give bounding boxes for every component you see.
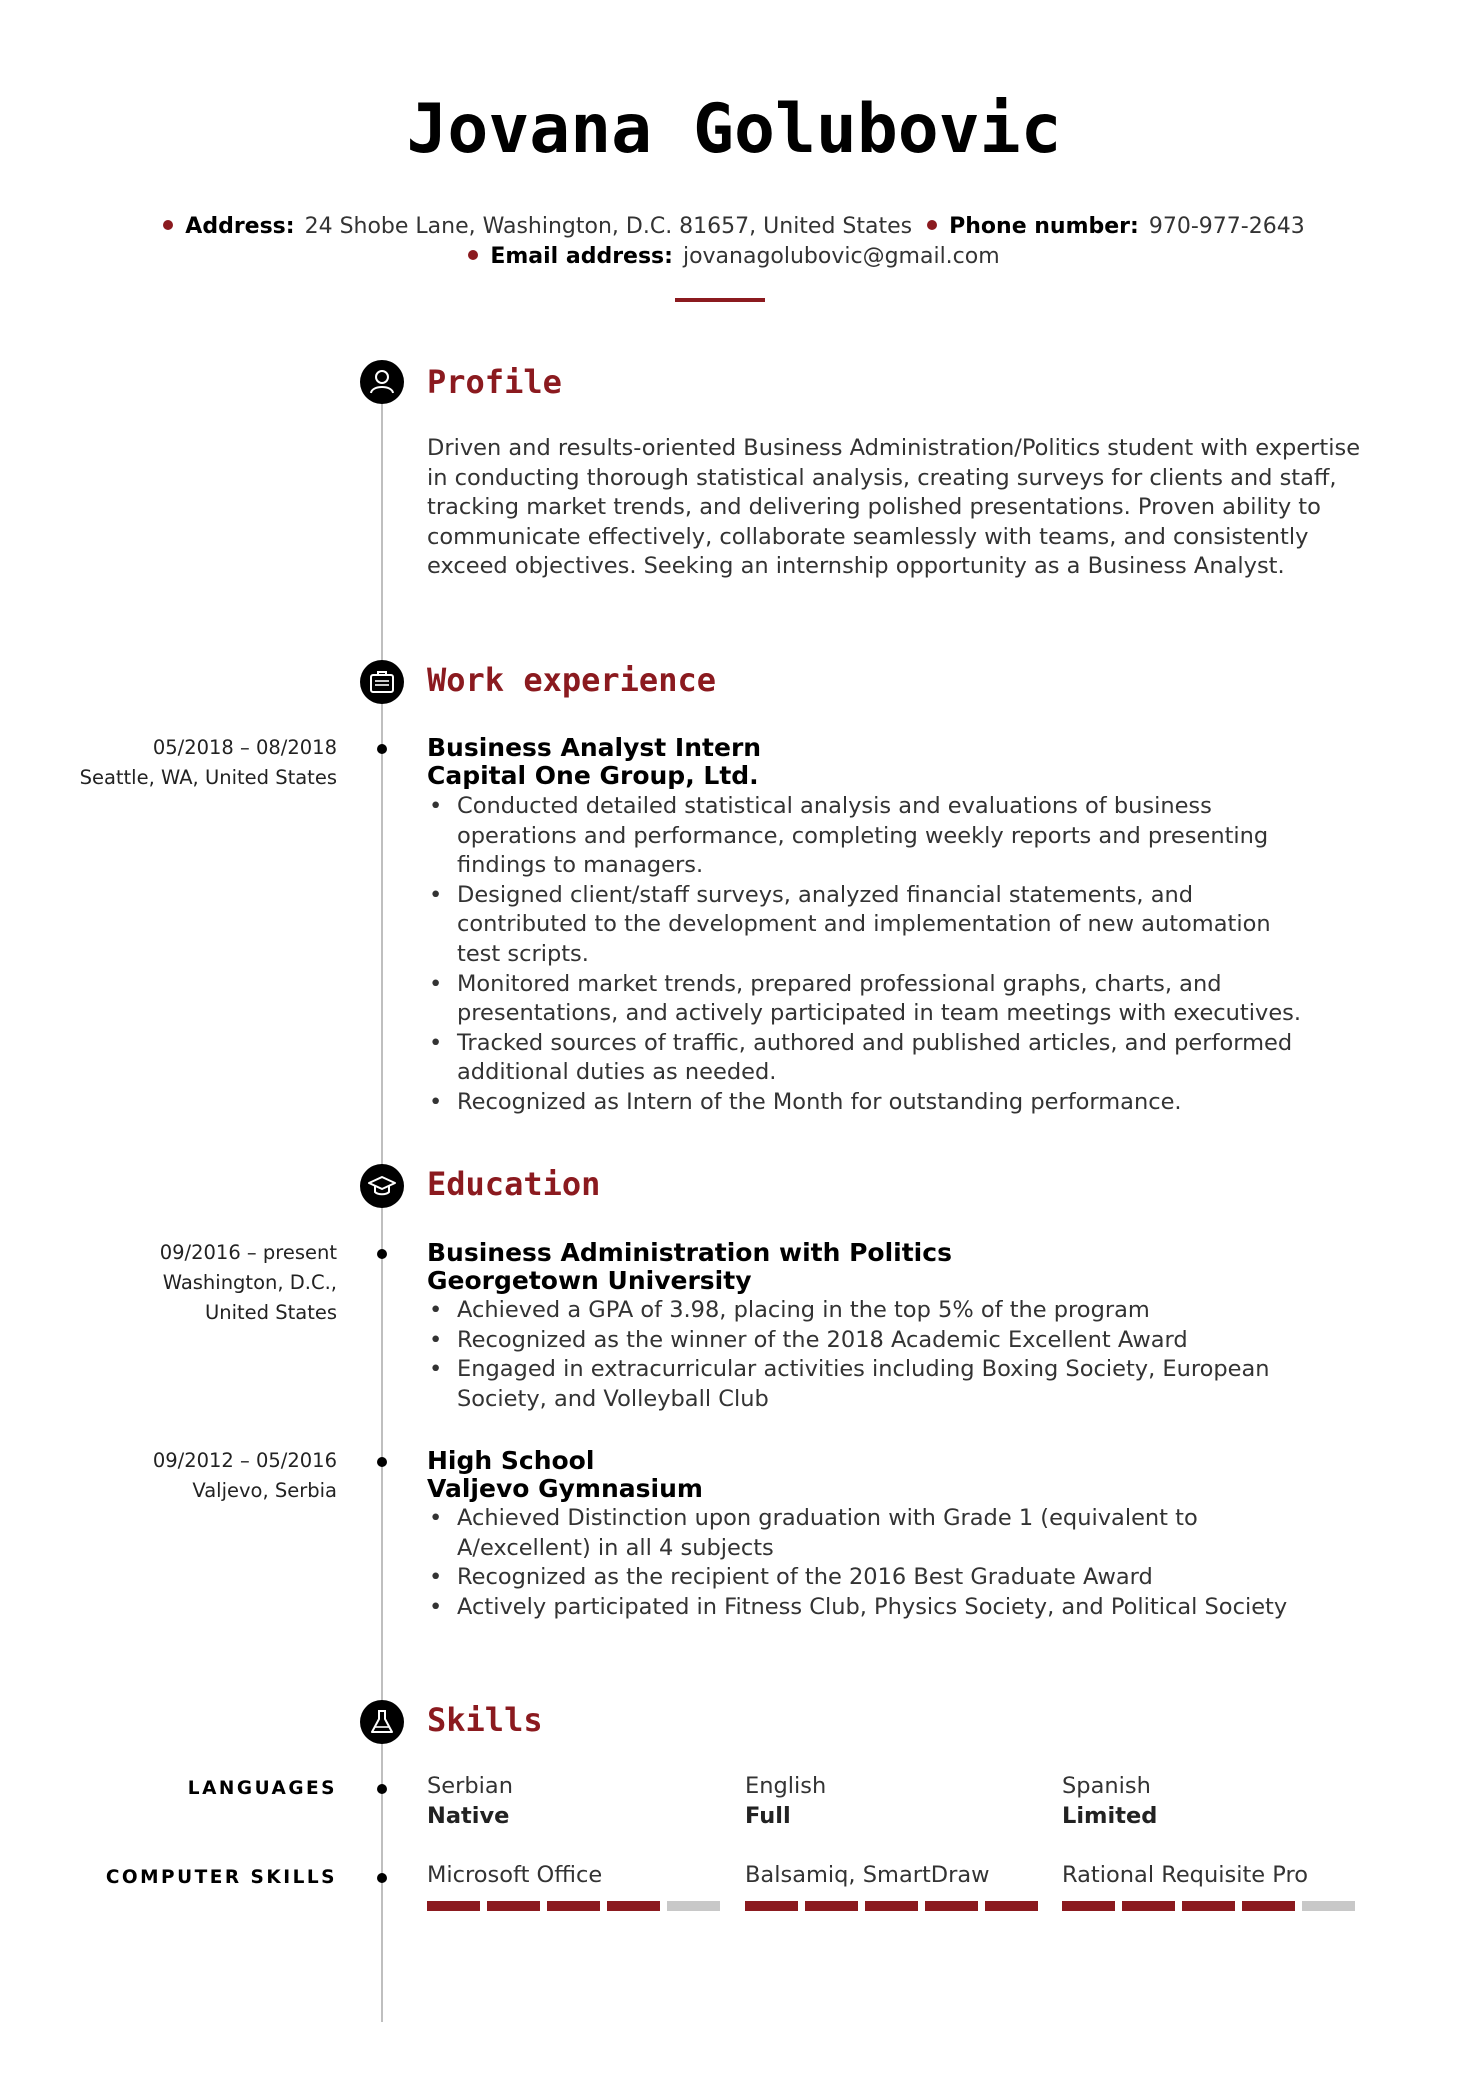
language-level: Limited [1062, 1802, 1158, 1829]
language-name: Spanish [1062, 1773, 1151, 1799]
job-dates: 05/2018 – 08/2018 [152, 736, 337, 759]
skill-rating-bar [427, 1901, 720, 1911]
bullet-dot-icon [468, 250, 478, 260]
rating-segment [1122, 1901, 1175, 1911]
rating-segment [985, 1901, 1038, 1911]
language-item [427, 1772, 513, 1831]
resume-name: Jovana Golubovic [406, 90, 1062, 169]
edu-bullets [427, 1504, 1307, 1622]
language-level: Full [745, 1802, 791, 1829]
timeline-dot [377, 1784, 387, 1794]
timeline-dot [377, 1457, 387, 1467]
person-icon [360, 360, 404, 404]
edu-dates: 09/2016 – present [159, 1241, 337, 1264]
section-title-profile: Profile [427, 363, 562, 401]
language-item [745, 1772, 826, 1831]
computer-skill-name: Rational Requisite Pro [1062, 1862, 1308, 1888]
computer-skills-label: COMPUTER SKILLS [105, 1867, 337, 1888]
computer-skill-name: Microsoft Office [427, 1862, 603, 1888]
list-item: • Recognized as Intern of the Month for outstanding performance. [427, 1088, 1307, 1118]
rating-segment [547, 1901, 600, 1911]
rating-segment [1062, 1901, 1115, 1911]
phone-value: 970-977-2643 [1148, 214, 1305, 239]
list-item: • Recognized as the recipient of the 2016 Best Graduate Award [427, 1563, 1307, 1593]
email-label: Email address: [490, 244, 673, 269]
rating-segment [1182, 1901, 1235, 1911]
list-item: • Actively participated in Fitness Club, Physics Society, and Political Society [427, 1593, 1307, 1623]
rating-segment [667, 1901, 720, 1911]
rating-segment [865, 1901, 918, 1911]
job-company: Capital One Group, Ltd. [427, 761, 759, 790]
language-name: English [745, 1773, 827, 1799]
profile-summary: Driven and results-oriented Business Administration/Politics student with expertise in conducting thorough statistical analysis, creating surveys for clients and staff, tracking market trends, and delivering polished presentations. Proven ability to communicate effectively, collaborate seamlessly with teams, and consistently exceed objectives. Seeking an internship opportunity as a Business Analyst. [427, 435, 1361, 580]
section-title-education: Education [427, 1165, 601, 1203]
rating-segment [1242, 1901, 1295, 1911]
job-location: Seattle, WA, United States [79, 766, 337, 789]
school-name: Georgetown University [427, 1266, 752, 1295]
list-item: • Designed client/staff surveys, analyzed financial statements, and contributed to the development and implementation of new automation test scripts. [427, 881, 1307, 970]
timeline-dot [377, 744, 387, 754]
rating-segment [805, 1901, 858, 1911]
edu-dates: 09/2012 – 05/2016 [152, 1449, 337, 1472]
skill-rating-bar [745, 1901, 1038, 1911]
school-name: Valjevo Gymnasium [427, 1474, 703, 1503]
contact-line-2 [0, 242, 1468, 272]
skill-rating-bar [1062, 1901, 1355, 1911]
rating-segment [427, 1901, 480, 1911]
address-label: Address: [185, 214, 295, 239]
degree-title: Business Administration with Politics [427, 1238, 952, 1267]
graduation-cap-icon [360, 1164, 404, 1208]
bullet-dot-icon [927, 220, 937, 230]
bullet-dot-icon [163, 220, 173, 230]
list-item: • Engaged in extracurricular activities including Boxing Society, European Society, and Volleyball Club [427, 1355, 1307, 1414]
job-bullets [427, 792, 1307, 1118]
timeline-dot [377, 1873, 387, 1883]
language-level: Native [427, 1802, 510, 1829]
job-title: Business Analyst Intern [427, 733, 762, 762]
degree-title: High School [427, 1446, 595, 1475]
phone-label: Phone number: [949, 214, 1139, 239]
header-divider [675, 298, 765, 302]
list-item: • Achieved a GPA of 3.98, placing in the top 5% of the program [427, 1296, 1307, 1326]
contact-line-1 [0, 212, 1468, 242]
edu-location: Valjevo, Serbia [192, 1479, 337, 1502]
rating-segment [607, 1901, 660, 1911]
list-item: • Monitored market trends, prepared professional graphs, charts, and presentations, and actively participated in team meetings with executives. [427, 970, 1307, 1029]
language-name: Serbian [427, 1773, 513, 1799]
timeline-dot [377, 1249, 387, 1259]
computer-skill-item [1062, 1861, 1355, 1911]
list-item: • Conducted detailed statistical analysis and evaluations of business operations and performance, completing weekly reports and presenting findings to managers. [427, 792, 1307, 881]
rating-segment [1302, 1901, 1355, 1911]
language-item [1062, 1772, 1157, 1831]
languages-label: LANGUAGES [187, 1778, 337, 1799]
computer-skill-item [745, 1861, 1038, 1911]
edu-bullets [427, 1296, 1307, 1414]
computer-skill-item [427, 1861, 720, 1911]
rating-segment [487, 1901, 540, 1911]
list-item: • Achieved Distinction upon graduation with Grade 1 (equivalent to A/excellent) in all 4 subjects [427, 1504, 1307, 1563]
list-item: • Recognized as the winner of the 2018 Academic Excellent Award [427, 1326, 1307, 1356]
email-value: jovanagolubovic@gmail.com [682, 244, 1000, 269]
section-title-work: Work experience [427, 661, 716, 699]
computer-skill-name: Balsamiq, SmartDraw [745, 1862, 990, 1888]
rating-segment [745, 1901, 798, 1911]
address-value: 24 Shobe Lane, Washington, D.C. 81657, United States [304, 214, 913, 239]
flask-icon [360, 1700, 404, 1744]
list-item: • Tracked sources of traffic, authored and published articles, and performed additional duties as needed. [427, 1029, 1307, 1088]
edu-location: Washington, D.C., [162, 1271, 337, 1294]
edu-location: United States [204, 1301, 337, 1324]
briefcase-icon [360, 660, 404, 704]
section-title-skills: Skills [427, 1701, 543, 1739]
rating-segment [925, 1901, 978, 1911]
